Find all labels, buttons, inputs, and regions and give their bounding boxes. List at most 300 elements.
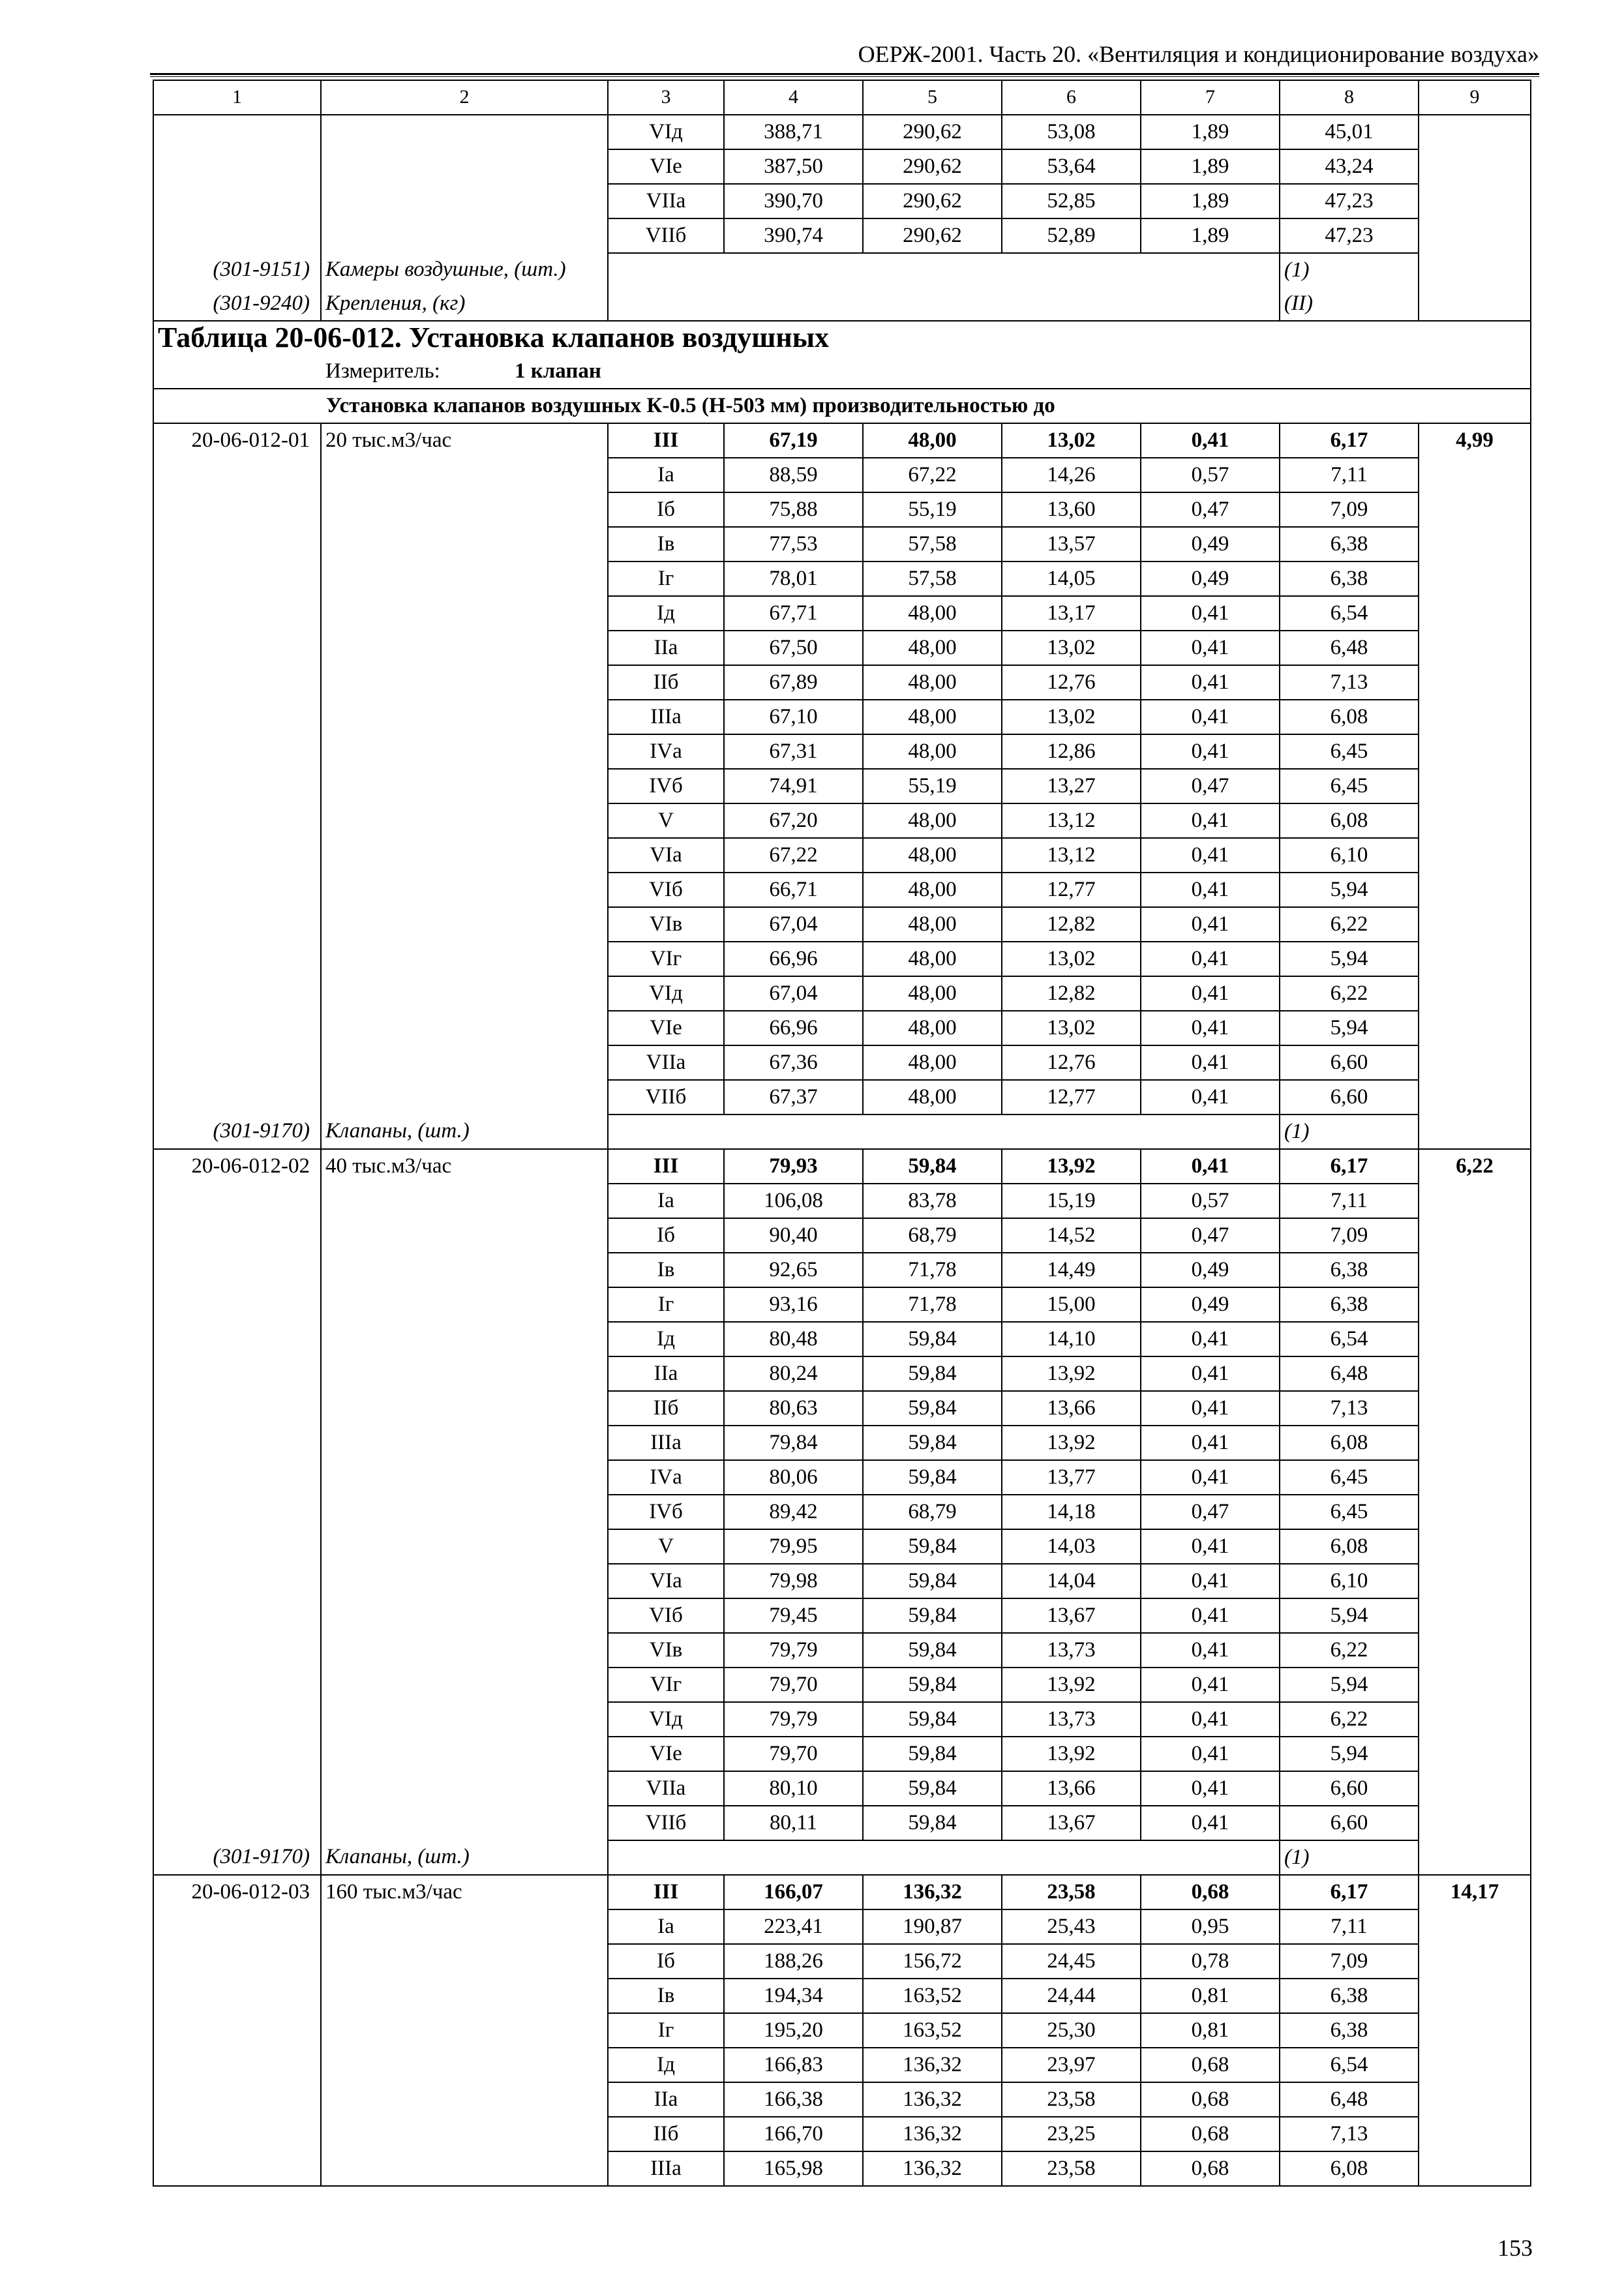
value-cell: 6,22 bbox=[1280, 976, 1419, 1011]
value-cell: 13,73 bbox=[1002, 1702, 1141, 1737]
value-cell: 48,00 bbox=[863, 907, 1002, 942]
data-row bbox=[153, 1806, 1531, 1840]
value-cell: Iд bbox=[608, 2048, 724, 2082]
data-row bbox=[153, 1287, 1531, 1322]
col9-cell bbox=[1419, 665, 1531, 700]
value-cell: 48,00 bbox=[863, 665, 1002, 700]
data-row bbox=[153, 1460, 1531, 1495]
code-cell bbox=[153, 803, 321, 838]
value-cell: III bbox=[608, 1149, 724, 1184]
code-cell bbox=[153, 700, 321, 734]
value-cell: 0,41 bbox=[1141, 1633, 1280, 1668]
value-cell: 0,57 bbox=[1141, 1184, 1280, 1218]
resource-code: (301-9151) bbox=[153, 253, 321, 287]
col9-cell bbox=[1419, 1322, 1531, 1356]
column-number-cell: 7 bbox=[1141, 80, 1280, 115]
value-cell: Iа bbox=[608, 458, 724, 492]
value-cell: Iв bbox=[608, 1253, 724, 1287]
value-cell: 0,41 bbox=[1141, 665, 1280, 700]
code-cell bbox=[153, 1909, 321, 1944]
code-cell bbox=[153, 1356, 321, 1391]
value-cell: 15,00 bbox=[1002, 1287, 1141, 1322]
empty-cell bbox=[863, 1115, 1002, 1149]
value-cell: 6,17 bbox=[1280, 423, 1419, 458]
value-cell: IIб bbox=[608, 2117, 724, 2151]
value-cell: 12,82 bbox=[1002, 976, 1141, 1011]
value-cell: 59,84 bbox=[863, 1737, 1002, 1771]
running-header: ОЕРЖ-2001. Часть 20. «Вентиляция и кондиционирование воздуха» bbox=[858, 41, 1539, 67]
value-cell: Iг bbox=[608, 561, 724, 596]
code-cell bbox=[153, 1598, 321, 1633]
value-cell: 0,41 bbox=[1141, 700, 1280, 734]
value-cell: 66,96 bbox=[724, 1011, 863, 1045]
col9-cell bbox=[1419, 1391, 1531, 1426]
value-cell: 67,04 bbox=[724, 907, 863, 942]
value-cell: 7,09 bbox=[1280, 492, 1419, 527]
value-cell: 136,32 bbox=[863, 2048, 1002, 2082]
value-cell: 48,00 bbox=[863, 838, 1002, 873]
value-cell: 6,38 bbox=[1280, 1979, 1419, 2013]
value-cell: 47,23 bbox=[1280, 218, 1419, 253]
value-cell: 0,41 bbox=[1141, 734, 1280, 769]
value-cell: 6,10 bbox=[1280, 1564, 1419, 1598]
value-cell: 79,84 bbox=[724, 1426, 863, 1460]
value-cell: 290,62 bbox=[863, 218, 1002, 253]
name-cell bbox=[321, 1598, 608, 1633]
code-cell bbox=[153, 115, 321, 149]
value-cell: 194,34 bbox=[724, 1979, 863, 2013]
value-cell: VIв bbox=[608, 907, 724, 942]
value-cell: VIIб bbox=[608, 1080, 724, 1115]
value-cell: VIIб bbox=[608, 218, 724, 253]
value-cell: 0,68 bbox=[1141, 2117, 1280, 2151]
empty-cell bbox=[608, 1115, 724, 1149]
name-cell bbox=[321, 2117, 608, 2151]
code-cell bbox=[153, 1460, 321, 1495]
code-cell bbox=[153, 1806, 321, 1840]
col9-cell bbox=[1419, 218, 1531, 253]
header-rule-thin bbox=[150, 76, 1539, 77]
value-cell: 13,12 bbox=[1002, 803, 1141, 838]
value-cell: IIа bbox=[608, 1356, 724, 1391]
value-cell: 48,00 bbox=[863, 1011, 1002, 1045]
code-cell bbox=[153, 2082, 321, 2117]
code-cell bbox=[153, 1184, 321, 1218]
value-cell: 47,23 bbox=[1280, 184, 1419, 218]
data-row bbox=[153, 1045, 1531, 1080]
data-row bbox=[153, 942, 1531, 976]
col9-cell bbox=[1419, 803, 1531, 838]
value-cell: 48,00 bbox=[863, 976, 1002, 1011]
code-cell bbox=[153, 1564, 321, 1598]
value-cell: 80,10 bbox=[724, 1771, 863, 1806]
value-cell: 6,38 bbox=[1280, 2013, 1419, 2048]
value-cell: 1,89 bbox=[1141, 149, 1280, 184]
name-cell bbox=[321, 1737, 608, 1771]
name-cell bbox=[321, 1633, 608, 1668]
code-cell bbox=[153, 218, 321, 253]
value-cell: 48,00 bbox=[863, 423, 1002, 458]
col9-cell bbox=[1419, 873, 1531, 907]
code-cell bbox=[153, 734, 321, 769]
column-number-cell: 3 bbox=[608, 80, 724, 115]
value-cell: 53,08 bbox=[1002, 115, 1141, 149]
value-cell: VIд bbox=[608, 1702, 724, 1737]
code-cell bbox=[153, 561, 321, 596]
value-cell: 52,89 bbox=[1002, 218, 1141, 253]
code-cell bbox=[153, 527, 321, 561]
col9-cell bbox=[1419, 287, 1531, 321]
value-cell: VIIа bbox=[608, 1771, 724, 1806]
col9-cell bbox=[1419, 734, 1531, 769]
data-row bbox=[153, 596, 1531, 631]
value-cell: IVб bbox=[608, 1495, 724, 1529]
measure-row bbox=[153, 355, 1531, 389]
value-cell: 59,84 bbox=[863, 1322, 1002, 1356]
value-cell: 136,32 bbox=[863, 2082, 1002, 2117]
value-cell: VIг bbox=[608, 1668, 724, 1702]
value-cell: 14,18 bbox=[1002, 1495, 1141, 1529]
name-cell bbox=[321, 873, 608, 907]
resource-name: Крепления, (кг) bbox=[321, 287, 608, 321]
value-cell: 0,41 bbox=[1141, 1771, 1280, 1806]
value-cell: 15,19 bbox=[1002, 1184, 1141, 1218]
name-cell bbox=[321, 1806, 608, 1840]
resource-qty: (II) bbox=[1280, 287, 1419, 321]
value-cell: 13,02 bbox=[1002, 700, 1141, 734]
value-cell: VIIб bbox=[608, 1806, 724, 1840]
value-cell: 24,45 bbox=[1002, 1944, 1141, 1979]
value-cell: 68,79 bbox=[863, 1218, 1002, 1253]
subtitle-row bbox=[153, 389, 1531, 423]
col9-cell bbox=[1419, 942, 1531, 976]
value-cell: 67,37 bbox=[724, 1080, 863, 1115]
value-cell: 67,19 bbox=[724, 423, 863, 458]
name-cell bbox=[321, 2048, 608, 2082]
value-cell: VIв bbox=[608, 1633, 724, 1668]
value-cell: 80,48 bbox=[724, 1322, 863, 1356]
value-cell: 59,84 bbox=[863, 1149, 1002, 1184]
data-row bbox=[153, 1633, 1531, 1668]
value-cell: 6,17 bbox=[1280, 1875, 1419, 1909]
item-code: 20-06-012-03 bbox=[153, 1875, 321, 1909]
value-cell: 14,10 bbox=[1002, 1322, 1141, 1356]
value-cell: 6,60 bbox=[1280, 1771, 1419, 1806]
value-cell: 23,58 bbox=[1002, 2082, 1141, 2117]
value-cell: IIIа bbox=[608, 700, 724, 734]
value-cell: Iв bbox=[608, 527, 724, 561]
value-cell: 188,26 bbox=[724, 1944, 863, 1979]
name-cell bbox=[321, 561, 608, 596]
code-cell bbox=[153, 976, 321, 1011]
empty-cell bbox=[863, 287, 1002, 321]
col9-cell bbox=[1419, 1287, 1531, 1322]
name-cell bbox=[321, 1909, 608, 1944]
value-cell: 6,08 bbox=[1280, 700, 1419, 734]
value-cell: 13,60 bbox=[1002, 492, 1141, 527]
code-cell bbox=[153, 1702, 321, 1737]
value-cell: 6,60 bbox=[1280, 1806, 1419, 1840]
code-cell bbox=[153, 1737, 321, 1771]
data-row bbox=[153, 1080, 1531, 1115]
name-cell bbox=[321, 1080, 608, 1115]
col9-cell bbox=[1419, 700, 1531, 734]
value-cell: 71,78 bbox=[863, 1287, 1002, 1322]
value-cell: 6,54 bbox=[1280, 1322, 1419, 1356]
value-cell: 79,98 bbox=[724, 1564, 863, 1598]
value-cell: 136,32 bbox=[863, 2151, 1002, 2186]
value-cell: 0,41 bbox=[1141, 803, 1280, 838]
data-row bbox=[153, 492, 1531, 527]
value-cell: VIа bbox=[608, 838, 724, 873]
col9-cell bbox=[1419, 1495, 1531, 1529]
value-cell: 290,62 bbox=[863, 184, 1002, 218]
value-cell: 13,92 bbox=[1002, 1356, 1141, 1391]
code-cell bbox=[153, 1771, 321, 1806]
value-cell: IIа bbox=[608, 631, 724, 665]
item-code: 20-06-012-01 bbox=[153, 423, 321, 458]
empty-cell bbox=[724, 253, 863, 287]
value-cell: 6,54 bbox=[1280, 596, 1419, 631]
value-cell: 12,86 bbox=[1002, 734, 1141, 769]
empty-cell bbox=[724, 287, 863, 321]
value-cell: 0,41 bbox=[1141, 1149, 1280, 1184]
name-cell bbox=[321, 942, 608, 976]
value-cell: 0,68 bbox=[1141, 2082, 1280, 2117]
data-row bbox=[153, 218, 1531, 253]
value-cell: 5,94 bbox=[1280, 1598, 1419, 1633]
value-cell: 59,84 bbox=[863, 1771, 1002, 1806]
col9-cell bbox=[1419, 2151, 1531, 2186]
value-cell: Iа bbox=[608, 1184, 724, 1218]
name-cell bbox=[321, 1460, 608, 1495]
data-row bbox=[153, 1356, 1531, 1391]
value-cell: 6,22 bbox=[1280, 1702, 1419, 1737]
value-cell: 55,19 bbox=[863, 769, 1002, 803]
value-cell: III bbox=[608, 1875, 724, 1909]
data-row bbox=[153, 1184, 1531, 1218]
item-name: 20 тыс.м3/час bbox=[321, 423, 608, 458]
data-row bbox=[153, 1771, 1531, 1806]
value-cell: 0,41 bbox=[1141, 1391, 1280, 1426]
value-cell: Iг bbox=[608, 1287, 724, 1322]
value-cell: 0,49 bbox=[1141, 527, 1280, 561]
value-cell: VIд bbox=[608, 115, 724, 149]
value-cell: 13,02 bbox=[1002, 423, 1141, 458]
value-cell: 390,74 bbox=[724, 218, 863, 253]
value-cell: 0,41 bbox=[1141, 1564, 1280, 1598]
value-cell: 24,44 bbox=[1002, 1979, 1141, 2013]
value-cell: 6,48 bbox=[1280, 2082, 1419, 2117]
data-row bbox=[153, 1391, 1531, 1426]
code-cell bbox=[153, 1633, 321, 1668]
resource-name: Клапаны, (шт.) bbox=[321, 1115, 608, 1149]
data-row bbox=[153, 115, 1531, 149]
empty-cell bbox=[1141, 287, 1280, 321]
item-col9: 4,99 bbox=[1419, 423, 1531, 458]
value-cell: IIа bbox=[608, 2082, 724, 2117]
value-cell: 6,17 bbox=[1280, 1149, 1419, 1184]
code-cell bbox=[153, 596, 321, 631]
table-subtitle: Установка клапанов воздушных К-0.5 (Н-503 мм) производительностью до bbox=[321, 389, 1531, 423]
col9-cell bbox=[1419, 1045, 1531, 1080]
value-cell: 67,31 bbox=[724, 734, 863, 769]
value-cell: IIIа bbox=[608, 2151, 724, 2186]
col9-cell bbox=[1419, 1944, 1531, 1979]
value-cell: 59,84 bbox=[863, 1668, 1002, 1702]
value-cell: VIд bbox=[608, 976, 724, 1011]
col9-cell bbox=[1419, 1979, 1531, 2013]
value-cell: 13,67 bbox=[1002, 1598, 1141, 1633]
resource-row bbox=[153, 253, 1531, 287]
value-cell: VIа bbox=[608, 1564, 724, 1598]
value-cell: 13,77 bbox=[1002, 1460, 1141, 1495]
value-cell: IVа bbox=[608, 734, 724, 769]
col9-cell bbox=[1419, 631, 1531, 665]
data-row bbox=[153, 907, 1531, 942]
col9-cell bbox=[1419, 184, 1531, 218]
subtitle-spacer bbox=[153, 389, 321, 423]
value-cell: 0,41 bbox=[1141, 1356, 1280, 1391]
value-cell: 59,84 bbox=[863, 1806, 1002, 1840]
value-cell: 57,58 bbox=[863, 527, 1002, 561]
value-cell: IIб bbox=[608, 665, 724, 700]
code-cell bbox=[153, 1529, 321, 1564]
value-cell: 0,47 bbox=[1141, 492, 1280, 527]
col9-cell bbox=[1419, 492, 1531, 527]
data-row bbox=[153, 527, 1531, 561]
name-cell bbox=[321, 1771, 608, 1806]
col9-cell bbox=[1419, 1737, 1531, 1771]
value-cell: 59,84 bbox=[863, 1391, 1002, 1426]
value-cell: 7,13 bbox=[1280, 1391, 1419, 1426]
name-cell bbox=[321, 1495, 608, 1529]
code-cell bbox=[153, 665, 321, 700]
value-cell: 6,60 bbox=[1280, 1045, 1419, 1080]
value-cell: V bbox=[608, 1529, 724, 1564]
name-cell bbox=[321, 976, 608, 1011]
table-title-row bbox=[153, 321, 1531, 355]
value-cell: 23,58 bbox=[1002, 1875, 1141, 1909]
value-cell: 13,67 bbox=[1002, 1806, 1141, 1840]
value-cell: VIе bbox=[608, 1011, 724, 1045]
data-row bbox=[153, 423, 1531, 458]
value-cell: Iд bbox=[608, 1322, 724, 1356]
value-cell: 14,05 bbox=[1002, 561, 1141, 596]
value-cell: 13,02 bbox=[1002, 1011, 1141, 1045]
value-cell: 59,84 bbox=[863, 1564, 1002, 1598]
col9-cell bbox=[1419, 1011, 1531, 1045]
table-body bbox=[153, 80, 1531, 2186]
value-cell: 13,02 bbox=[1002, 631, 1141, 665]
value-cell: 1,89 bbox=[1141, 115, 1280, 149]
empty-cell bbox=[724, 1840, 863, 1875]
value-cell: 13,66 bbox=[1002, 1771, 1141, 1806]
value-cell: 52,85 bbox=[1002, 184, 1141, 218]
value-cell: 13,27 bbox=[1002, 769, 1141, 803]
value-cell: 5,94 bbox=[1280, 1668, 1419, 1702]
value-cell: 0,41 bbox=[1141, 423, 1280, 458]
value-cell: 166,83 bbox=[724, 2048, 863, 2082]
value-cell: 80,11 bbox=[724, 1806, 863, 1840]
name-cell bbox=[321, 1045, 608, 1080]
value-cell: 0,41 bbox=[1141, 1426, 1280, 1460]
rates-table bbox=[153, 80, 1531, 2187]
col9-cell bbox=[1419, 1564, 1531, 1598]
data-row bbox=[153, 1218, 1531, 1253]
data-row bbox=[153, 665, 1531, 700]
empty-cell bbox=[863, 1840, 1002, 1875]
value-cell: 6,45 bbox=[1280, 734, 1419, 769]
col9-cell bbox=[1419, 1460, 1531, 1495]
value-cell: 0,57 bbox=[1141, 458, 1280, 492]
value-cell: 387,50 bbox=[724, 149, 863, 184]
empty-cell bbox=[1141, 253, 1280, 287]
col9-cell bbox=[1419, 2082, 1531, 2117]
value-cell: 6,38 bbox=[1280, 527, 1419, 561]
empty-cell bbox=[1141, 1115, 1280, 1149]
value-cell: 0,47 bbox=[1141, 1218, 1280, 1253]
value-cell: 66,71 bbox=[724, 873, 863, 907]
resource-row bbox=[153, 1115, 1531, 1149]
name-cell bbox=[321, 1668, 608, 1702]
value-cell: VIIа bbox=[608, 184, 724, 218]
value-cell: 48,00 bbox=[863, 631, 1002, 665]
empty-cell bbox=[863, 253, 1002, 287]
value-cell: Iд bbox=[608, 596, 724, 631]
col9-cell bbox=[1419, 1668, 1531, 1702]
data-row bbox=[153, 1702, 1531, 1737]
value-cell: 0,95 bbox=[1141, 1909, 1280, 1944]
name-cell bbox=[321, 218, 608, 253]
value-cell: 13,92 bbox=[1002, 1426, 1141, 1460]
value-cell: 59,84 bbox=[863, 1529, 1002, 1564]
value-cell: 23,25 bbox=[1002, 2117, 1141, 2151]
value-cell: VIг bbox=[608, 942, 724, 976]
name-cell bbox=[321, 700, 608, 734]
column-number-cell: 1 bbox=[153, 80, 321, 115]
header-rule bbox=[150, 73, 1539, 75]
value-cell: 79,79 bbox=[724, 1702, 863, 1737]
value-cell: 43,24 bbox=[1280, 149, 1419, 184]
value-cell: III bbox=[608, 423, 724, 458]
value-cell: 92,65 bbox=[724, 1253, 863, 1287]
value-cell: 78,01 bbox=[724, 561, 863, 596]
value-cell: 6,45 bbox=[1280, 1495, 1419, 1529]
value-cell: 67,04 bbox=[724, 976, 863, 1011]
item-col9: 14,17 bbox=[1419, 1875, 1531, 1909]
value-cell: 14,03 bbox=[1002, 1529, 1141, 1564]
measure-value: 1 клапан bbox=[515, 359, 601, 383]
value-cell: 13,73 bbox=[1002, 1633, 1141, 1668]
data-row bbox=[153, 1875, 1531, 1909]
column-number-cell: 8 bbox=[1280, 80, 1419, 115]
code-cell bbox=[153, 1080, 321, 1115]
value-cell: 80,63 bbox=[724, 1391, 863, 1426]
code-cell bbox=[153, 1495, 321, 1529]
name-cell bbox=[321, 527, 608, 561]
empty-cell bbox=[1002, 287, 1141, 321]
value-cell: 6,08 bbox=[1280, 1426, 1419, 1460]
column-number-cell: 2 bbox=[321, 80, 608, 115]
col9-cell bbox=[1419, 527, 1531, 561]
empty-cell bbox=[608, 253, 724, 287]
code-cell bbox=[153, 1045, 321, 1080]
col9-cell bbox=[1419, 1702, 1531, 1737]
data-row bbox=[153, 2013, 1531, 2048]
value-cell: 13,66 bbox=[1002, 1391, 1141, 1426]
value-cell: 5,94 bbox=[1280, 873, 1419, 907]
